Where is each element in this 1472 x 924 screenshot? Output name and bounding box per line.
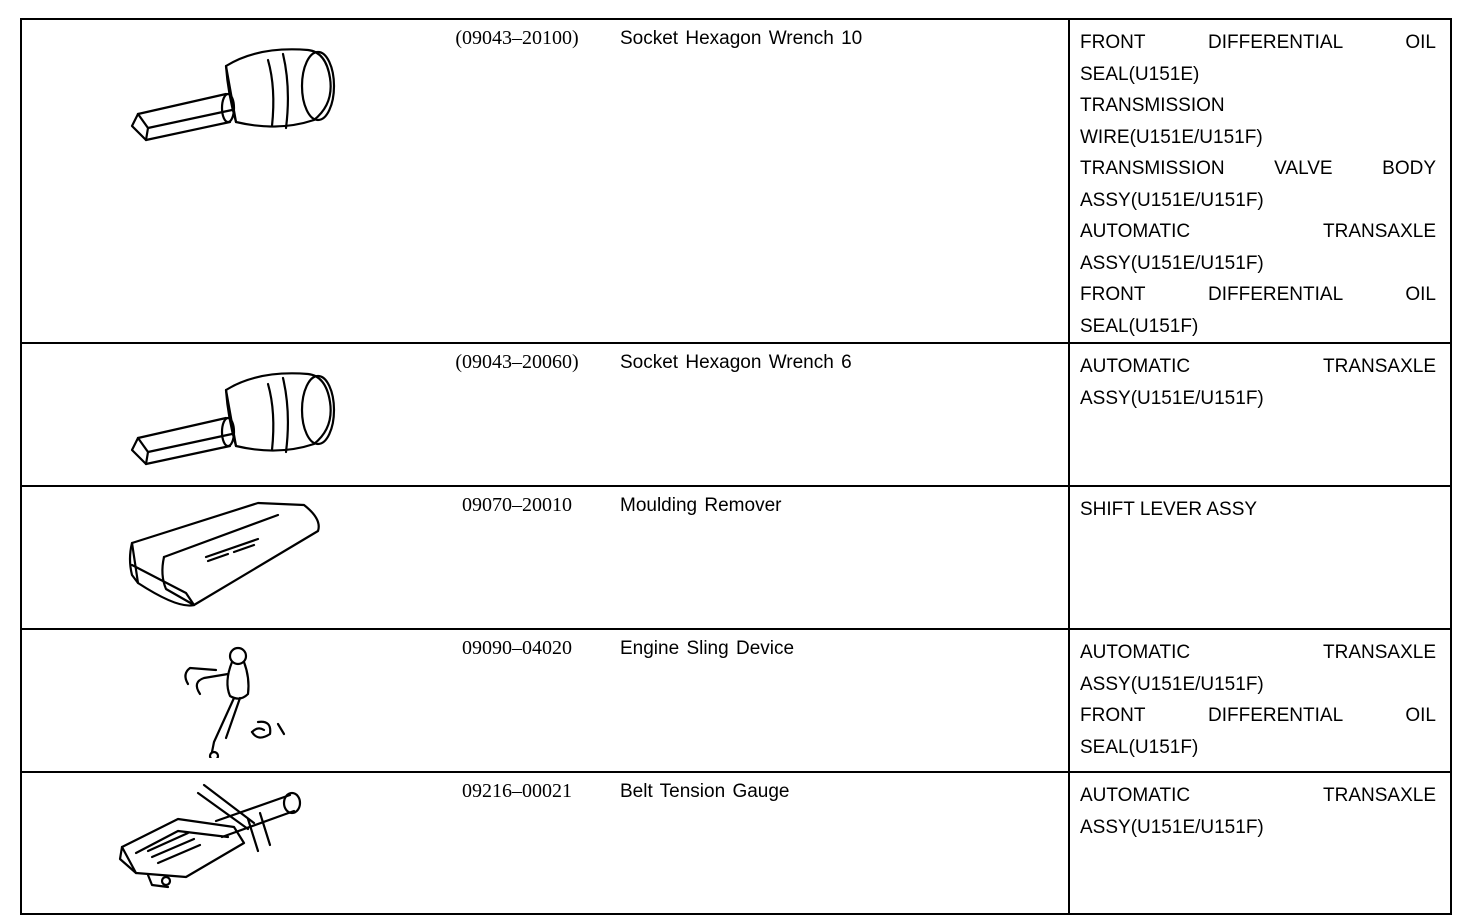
applicable-uses-cell — [1069, 772, 1451, 914]
part-number: 09070–20010 — [462, 494, 572, 516]
use-entry — [1080, 279, 1436, 342]
use-line: AUTOMATIC TRANSAXLE — [1080, 356, 1436, 377]
tool-name: Socket Hexagon Wrench 10 — [620, 28, 863, 49]
use-entry — [1080, 27, 1436, 90]
use-entry — [1080, 351, 1436, 414]
use-entry — [1080, 90, 1436, 153]
use-line: SEAL(U151F) — [1080, 736, 1199, 758]
table-row — [21, 343, 1451, 486]
use-line: SEAL(U151F) — [1080, 315, 1199, 337]
tool-cell — [21, 772, 1069, 914]
applicable-uses-cell — [1069, 629, 1451, 772]
tool-cell — [21, 486, 1069, 629]
table-row — [21, 772, 1451, 914]
tool-name: Belt Tension Gauge — [620, 781, 790, 802]
part-number: (09043–20060) — [455, 351, 579, 373]
special-service-tools-table — [20, 18, 1452, 915]
table-row — [21, 19, 1451, 343]
use-line: FRONT DIFFERENTIAL OIL — [1080, 705, 1436, 726]
use-entry — [1080, 153, 1436, 216]
use-line: SEAL(U151E) — [1080, 63, 1200, 85]
tool-cell — [21, 19, 1069, 343]
use-line: ASSY(U151E/U151F) — [1080, 189, 1264, 211]
use-entry — [1080, 637, 1436, 700]
table-row — [21, 486, 1451, 629]
use-entry — [1080, 780, 1436, 843]
applicable-uses-cell — [1069, 19, 1451, 343]
use-line: AUTOMATIC TRANSAXLE — [1080, 785, 1436, 806]
part-number: 09090–04020 — [462, 637, 572, 659]
belt-tension-gauge-illustration — [108, 781, 368, 901]
use-entry — [1080, 216, 1436, 279]
tool-name: Engine Sling Device — [620, 638, 795, 659]
use-line: WIRE(U151E/U151F) — [1080, 126, 1263, 148]
use-line: ASSY(U151E/U151F) — [1080, 673, 1264, 695]
use-line: SHIFT LEVER ASSY — [1080, 499, 1258, 520]
part-number: (09043–20100) — [455, 27, 579, 49]
tool-cell — [21, 343, 1069, 486]
use-entry — [1080, 494, 1436, 526]
applicable-uses-cell — [1069, 486, 1451, 629]
tool-name: Moulding Remover — [620, 495, 782, 516]
hex-socket-wrench-illustration — [108, 28, 368, 148]
use-line: AUTOMATIC TRANSAXLE — [1080, 642, 1436, 663]
engine-sling-device-illustration — [108, 638, 368, 758]
applicable-uses-cell — [1069, 343, 1451, 486]
hex-socket-wrench-illustration — [108, 352, 368, 472]
tool-name: Socket Hexagon Wrench 6 — [620, 352, 852, 373]
use-line: TRANSMISSION VALVE BODY — [1080, 158, 1436, 179]
part-number: 09216–00021 — [462, 780, 572, 802]
use-line: ASSY(U151E/U151F) — [1080, 387, 1264, 409]
tool-cell — [21, 629, 1069, 772]
moulding-remover-illustration — [108, 495, 368, 615]
use-line: FRONT DIFFERENTIAL OIL — [1080, 32, 1436, 53]
use-line: ASSY(U151E/U151F) — [1080, 816, 1264, 838]
table-row — [21, 629, 1451, 772]
use-line: AUTOMATIC TRANSAXLE — [1080, 221, 1436, 242]
use-line: ASSY(U151E/U151F) — [1080, 252, 1264, 274]
use-entry — [1080, 700, 1436, 763]
use-line: TRANSMISSION — [1080, 95, 1225, 116]
use-line: FRONT DIFFERENTIAL OIL — [1080, 284, 1436, 305]
